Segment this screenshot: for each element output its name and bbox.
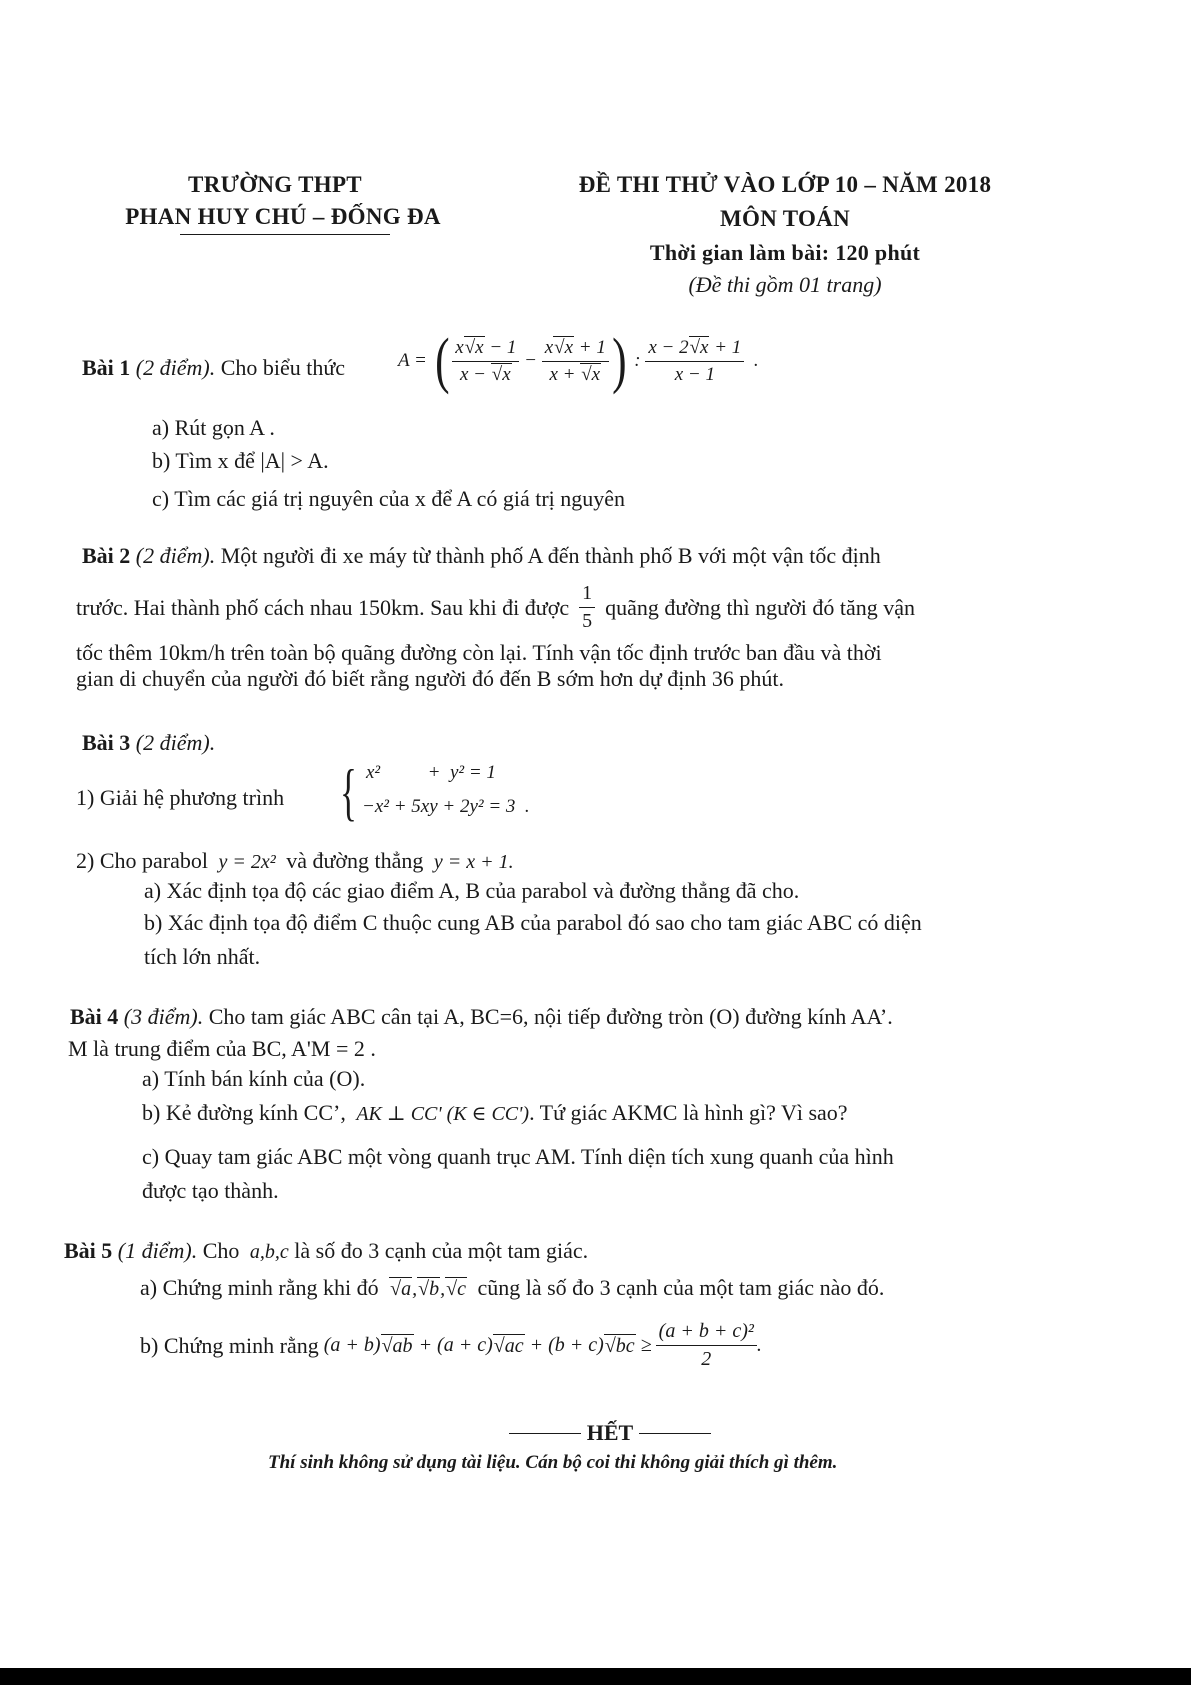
bai2-line2	[76, 582, 915, 633]
bai1-intro-text: Cho biểu thức	[220, 355, 346, 380]
exam-time: Thời gian làm bài: 120 phút	[649, 240, 921, 265]
bai2-line1	[82, 543, 881, 569]
bai4-part-a: a) Tính bán kính của (O).	[142, 1066, 366, 1091]
exam-subject: MÔN TOÁN	[720, 206, 850, 231]
bai5-part-b-a: b) Chứng minh rằng	[140, 1332, 319, 1358]
scan-bottom-border	[0, 1668, 1191, 1685]
bai1-part-a: a) Rút gọn A .	[152, 415, 275, 440]
school-name-line2: PHAN HUY CHÚ – ĐỐNG ĐA	[125, 204, 441, 229]
bai3-system: { x² + y² = 1 −x² + 5xy + 2y² = 3 .	[340, 756, 530, 827]
bai2-line2-b: quãng đường thì người đó tăng vận	[605, 594, 915, 620]
bai5-label: Bài 5	[64, 1238, 113, 1263]
bai3-part2	[76, 848, 514, 874]
end-marker	[490, 1420, 730, 1446]
bai1-expression: A = ( $\frac{x√x - 1}{x - √x}$ − $\frac{x√x + 1}{x + √x}$ ) : $\frac{x - 2√x + 1}{x - 1}$ .	[398, 327, 759, 395]
bai3-part-a: a) Xác định tọa độ các giao điểm A, B của parabol và đường thẳng đã cho.	[144, 878, 800, 903]
bai2-label: Bài 2	[82, 543, 131, 568]
bai2-line2-a: trước. Hai thành phố cách nhau 150km. Sau khi đi được	[76, 594, 570, 620]
bai4-part-b-a: b) Kẻ đường kính CC’,	[142, 1100, 346, 1125]
bai5-part-a-a: a) Chứng minh rằng khi đó	[140, 1275, 379, 1300]
bai2-line3: tốc thêm 10km/h trên toàn bộ quãng đường còn lại. Tính vận tốc định trước ban đầu và thời	[76, 640, 882, 665]
abc-variables: a,b,c	[244, 1241, 289, 1263]
fraction-one-fifth: $\frac{1}{5}$	[579, 582, 595, 633]
school-underline	[180, 234, 390, 235]
bai4-part-b	[142, 1100, 848, 1126]
inequality-expression: (a + b) √ab + (a + c) √ac + (b + c) √bc ≥ $\frac{\text{(a + b + c)²}}{2}$ .	[318, 1320, 762, 1370]
bai5-intro-a: Cho	[202, 1238, 240, 1263]
footer-note: Thí sinh không sử dụng tài liệu. Cán bộ coi thi không giải thích gì thêm.	[268, 1452, 838, 1473]
bai3-part-b2: tích lớn nhất.	[144, 944, 261, 969]
bai5-intro	[64, 1238, 588, 1264]
bai5-part-a	[140, 1275, 884, 1301]
bai3-part-b1: b) Xác định tọa độ điểm C thuộc cung AB của parabol đó sao cho tam giác ABC có diện	[144, 910, 922, 935]
bai2-line4: gian di chuyển của người đó biết rằng người đó đến B sớm hơn dự định 36 phút.	[76, 666, 784, 691]
end-dash-right	[639, 1433, 711, 1434]
bai1-intro	[82, 355, 345, 381]
bai4-part-b-b: . Tứ giác AKMC là hình gì? Vì sao?	[529, 1100, 848, 1125]
end-dash-left	[509, 1433, 581, 1434]
parabol-equation: y = 2x²	[213, 851, 281, 873]
bai4-part-c1: c) Quay tam giác ABC một vòng quanh trục AM. Tính diện tích xung quanh của hình	[142, 1144, 894, 1169]
bai5-points: (1 điểm).	[117, 1238, 198, 1263]
bai4-line1-text: Cho tam giác ABC cân tại A, BC=6, nội tiếp đường tròn (O) đường kính AA’.	[208, 1004, 893, 1029]
bai5-part-a-b: cũng là số đo 3 cạnh của một tam giác nào đó.	[477, 1275, 885, 1300]
exam-pages-note: (Đề thi gồm 01 trang)	[688, 272, 882, 297]
bai3-part2-a: 2) Cho parabol	[76, 848, 208, 873]
bai1-points: (2 điểm).	[135, 355, 216, 380]
end-text: HẾT	[586, 1420, 634, 1445]
sqrt-abc-expression: √a,√b,√c	[390, 1278, 466, 1300]
bai3-points: (2 điểm).	[135, 730, 216, 755]
bai4-line1	[70, 1004, 893, 1030]
bai2-points: (2 điểm).	[135, 543, 216, 568]
exam-title: ĐỀ THI THỬ VÀO LỚP 10 – NĂM 2018	[578, 172, 992, 197]
perpendicular-expression: AK ⊥ CC' (K ∈ CC')	[351, 1103, 530, 1125]
bai4-line2: M là trung điểm của BC, A'M = 2 .	[68, 1036, 376, 1061]
bai4-points: (3 điểm).	[123, 1004, 204, 1029]
bai1-part-b: b) Tìm x để |A| > A.	[152, 448, 329, 473]
bai5-intro-b: là số đo 3 cạnh của một tam giác.	[294, 1238, 589, 1263]
bai2-line1-text: Một người đi xe máy từ thành phố A đến thành phố B với một vận tốc định	[220, 543, 881, 568]
bai3-part2-b: và đường thẳng	[286, 848, 424, 873]
bai1-part-c: c) Tìm các giá trị nguyên của x để A có giá trị nguyên	[152, 486, 626, 511]
bai4-part-c2: được tạo thành.	[142, 1178, 279, 1203]
bai3-heading	[82, 730, 215, 756]
bai3-label: Bài 3	[82, 730, 131, 755]
bai5-part-b	[140, 1320, 762, 1371]
line-equation: y = x + 1.	[428, 851, 514, 873]
bai1-label: Bài 1	[82, 355, 131, 380]
bai4-label: Bài 4	[70, 1004, 119, 1029]
school-name-line1: TRƯỜNG THPT	[188, 172, 362, 197]
bai3-part1: 1) Giải hệ phương trình	[76, 785, 285, 810]
